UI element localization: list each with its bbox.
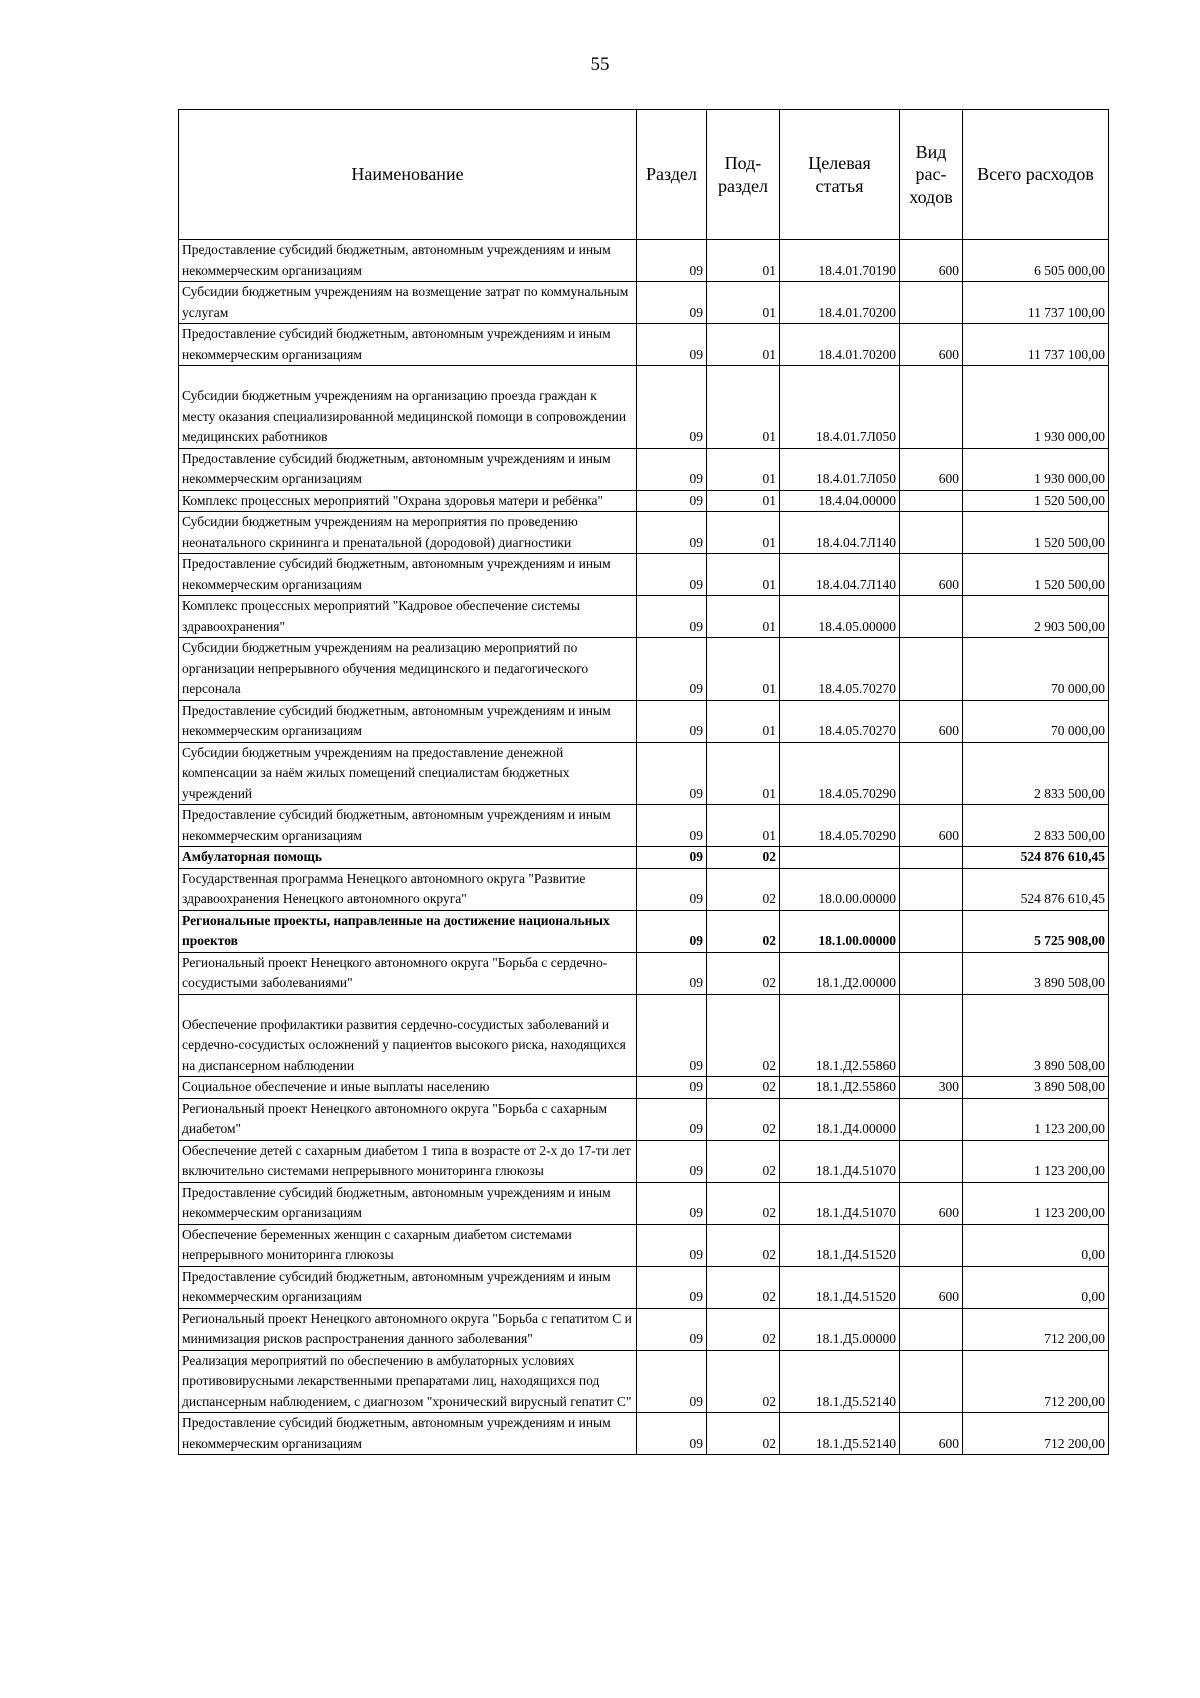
row-name: Предоставление субсидий бюджетным, автономным учреждениям и иным некоммерческим организациям [179,805,637,847]
row-type [900,910,963,952]
row-section: 09 [637,282,707,324]
table-row [179,512,1109,554]
row-type [900,1140,963,1182]
row-target: 18.1.Д2.55860 [780,1077,900,1099]
row-target: 18.1.Д4.51520 [780,1266,900,1308]
table-row [179,596,1109,638]
row-type [900,366,963,449]
row-subsection: 02 [707,1224,780,1266]
row-total: 1 520 500,00 [963,554,1109,596]
row-subsection: 02 [707,994,780,1077]
row-name: Предоставление субсидий бюджетным, автономным учреждениям и иным некоммерческим организациям [179,1182,637,1224]
row-target: 18.1.Д2.00000 [780,952,900,994]
row-total: 1 123 200,00 [963,1182,1109,1224]
row-section: 09 [637,1350,707,1413]
table-row [179,994,1109,1077]
row-subsection: 02 [707,1098,780,1140]
row-target: 18.1.Д5.00000 [780,1308,900,1350]
row-type: 600 [900,324,963,366]
row-subsection: 01 [707,596,780,638]
row-total: 524 876 610,45 [963,868,1109,910]
row-target: 18.1.Д5.52140 [780,1350,900,1413]
row-subsection: 01 [707,282,780,324]
row-section: 09 [637,1413,707,1455]
row-name: Предоставление субсидий бюджетным, автономным учреждениям и иным некоммерческим организациям [179,554,637,596]
row-type: 600 [900,240,963,282]
table-row [179,1224,1109,1266]
row-type [900,742,963,805]
row-name: Субсидии бюджетным учреждениям на возмещение затрат по коммунальным услугам [179,282,637,324]
row-total: 2 833 500,00 [963,742,1109,805]
table-row [179,1098,1109,1140]
row-subsection: 02 [707,1266,780,1308]
row-name: Региональный проект Ненецкого автономного округа "Борьба с сахарным диабетом" [179,1098,637,1140]
table-row [179,240,1109,282]
row-subsection: 02 [707,1140,780,1182]
table-row-subsection-total [179,847,1109,869]
row-total: 712 200,00 [963,1308,1109,1350]
budget-expenditure-table [178,109,1109,1455]
row-total: 70 000,00 [963,700,1109,742]
row-section: 09 [637,700,707,742]
row-target: 18.0.00.00000 [780,868,900,910]
row-name: Региональный проект Ненецкого автономного округа "Борьба с гепатитом С и минимизация рисков распространения данного заболевания" [179,1308,637,1350]
row-subsection: 02 [707,847,780,869]
table-row [179,554,1109,596]
row-target: 18.1.Д4.51070 [780,1182,900,1224]
row-type [900,512,963,554]
row-type [900,868,963,910]
row-total: 0,00 [963,1224,1109,1266]
row-total: 5 725 908,00 [963,910,1109,952]
row-total: 712 200,00 [963,1413,1109,1455]
row-subsection: 01 [707,324,780,366]
row-name: Субсидии бюджетным учреждениям на предоставление денежной компенсации за наём жилых помещений специалистам бюджетных учреждений [179,742,637,805]
row-subsection: 01 [707,554,780,596]
row-section: 09 [637,554,707,596]
row-subsection: 01 [707,742,780,805]
row-subsection: 02 [707,952,780,994]
row-name: Субсидии бюджетным учреждениям на мероприятия по проведению неонатального скрининга и пренатальной (дородовой) диагностики [179,512,637,554]
row-subsection: 02 [707,1413,780,1455]
row-subsection: 01 [707,240,780,282]
row-target: 18.1.Д4.00000 [780,1098,900,1140]
row-name: Комплекс процессных мероприятий "Кадровое обеспечение системы здравоохранения" [179,596,637,638]
row-target: 18.1.00.00000 [780,910,900,952]
row-total: 712 200,00 [963,1350,1109,1413]
row-total: 11 737 100,00 [963,324,1109,366]
row-subsection: 02 [707,1308,780,1350]
row-name: Субсидии бюджетным учреждениям на организацию проезда граждан к месту оказания специализированной медицинской помощи в сопровождении медицинских работников [179,366,637,449]
row-name: Амбулаторная помощь [179,847,637,869]
row-type: 300 [900,1077,963,1099]
row-total: 11 737 100,00 [963,282,1109,324]
row-section: 09 [637,910,707,952]
row-name: Обеспечение беременных женщин с сахарным диабетом системами непрерывного мониторинга глюкозы [179,1224,637,1266]
table-row [179,448,1109,490]
row-type: 600 [900,1266,963,1308]
row-section: 09 [637,1224,707,1266]
row-section: 09 [637,366,707,449]
row-subsection: 01 [707,448,780,490]
row-subsection: 01 [707,490,780,512]
row-name: Обеспечение детей с сахарным диабетом 1 типа в возрасте от 2-х до 17-ти лет включительно системами непрерывного мониторинга глюкозы [179,1140,637,1182]
row-section: 09 [637,596,707,638]
row-total: 1 930 000,00 [963,366,1109,449]
table-row [179,638,1109,701]
header-subsection: Под- раздел [707,110,780,240]
row-subsection: 02 [707,868,780,910]
header-name: Наименование [179,110,637,240]
row-total: 1 520 500,00 [963,512,1109,554]
header-total: Всего расходов [963,110,1109,240]
row-type: 600 [900,448,963,490]
table-row [179,1350,1109,1413]
row-total: 0,00 [963,1266,1109,1308]
row-target: 18.4.01.7Л050 [780,366,900,449]
table-header-row [179,110,1109,240]
table-row [179,1140,1109,1182]
table-row [179,952,1109,994]
row-total: 1 123 200,00 [963,1098,1109,1140]
row-name: Предоставление субсидий бюджетным, автономным учреждениям и иным некоммерческим организациям [179,240,637,282]
row-total: 3 890 508,00 [963,952,1109,994]
row-type [900,596,963,638]
table-row [179,742,1109,805]
row-section: 09 [637,638,707,701]
table-row [179,490,1109,512]
row-name: Реализация мероприятий по обеспечению в амбулаторных условиях противовирусными лекарственными препаратами лиц, находящихся под диспансерным наблюдением, с диагнозом "хронический вирусный гепатит С" [179,1350,637,1413]
row-target: 18.4.05.70270 [780,638,900,701]
row-target: 18.4.05.70270 [780,700,900,742]
row-section: 09 [637,448,707,490]
row-section: 09 [637,805,707,847]
row-section: 09 [637,742,707,805]
row-subsection: 01 [707,805,780,847]
row-type [900,952,963,994]
row-total: 1 123 200,00 [963,1140,1109,1182]
row-type [900,638,963,701]
row-subsection: 01 [707,638,780,701]
row-total: 2 833 500,00 [963,805,1109,847]
row-section: 09 [637,324,707,366]
row-name: Предоставление субсидий бюджетным, автономным учреждениям и иным некоммерческим организациям [179,1413,637,1455]
table-row [179,868,1109,910]
row-target: 18.4.01.70200 [780,324,900,366]
row-type: 600 [900,700,963,742]
table-row [179,366,1109,449]
row-target: 18.1.Д2.55860 [780,994,900,1077]
row-total: 3 890 508,00 [963,1077,1109,1099]
row-section: 09 [637,240,707,282]
row-target: 18.4.05.70290 [780,805,900,847]
row-type [900,1224,963,1266]
row-target [780,847,900,869]
row-section: 09 [637,1182,707,1224]
table-row [179,324,1109,366]
row-type [900,282,963,324]
row-target: 18.4.01.7Л050 [780,448,900,490]
row-target: 18.4.05.70290 [780,742,900,805]
row-name: Обеспечение профилактики развития сердечно-сосудистых заболеваний и сердечно-сосудистых осложнений у пациентов высокого риска, находящихся на диспансерном наблюдении [179,994,637,1077]
row-total: 70 000,00 [963,638,1109,701]
table-row [179,1308,1109,1350]
header-expense-type: Вид рас- ходов [900,110,963,240]
row-subsection: 01 [707,700,780,742]
row-section: 09 [637,1077,707,1099]
row-name: Предоставление субсидий бюджетным, автономным учреждениям и иным некоммерческим организациям [179,324,637,366]
row-section: 09 [637,1098,707,1140]
page-number: 55 [590,54,610,75]
row-name: Субсидии бюджетным учреждениям на реализацию мероприятий по организации непрерывного обучения медицинского и педагогического персонала [179,638,637,701]
row-section: 09 [637,1266,707,1308]
table-row [179,1182,1109,1224]
table-row [179,1266,1109,1308]
row-section: 09 [637,490,707,512]
row-target: 18.1.Д4.51070 [780,1140,900,1182]
row-section: 09 [637,847,707,869]
row-name: Предоставление субсидий бюджетным, автономным учреждениям и иным некоммерческим организациям [179,1266,637,1308]
row-name: Социальное обеспечение и иные выплаты населению [179,1077,637,1099]
row-target: 18.4.01.70200 [780,282,900,324]
row-section: 09 [637,1308,707,1350]
row-type [900,490,963,512]
row-name: Предоставление субсидий бюджетным, автономным учреждениям и иным некоммерческим организациям [179,448,637,490]
row-type: 600 [900,1182,963,1224]
header-target-article: Целевая статья [780,110,900,240]
table-row [179,1413,1109,1455]
row-total: 2 903 500,00 [963,596,1109,638]
table-row [179,1077,1109,1099]
row-section: 09 [637,994,707,1077]
row-subsection: 02 [707,1350,780,1413]
row-total: 3 890 508,00 [963,994,1109,1077]
row-section: 09 [637,952,707,994]
row-subsection: 02 [707,1182,780,1224]
row-type [900,847,963,869]
row-target: 18.1.Д4.51520 [780,1224,900,1266]
row-name: Предоставление субсидий бюджетным, автономным учреждениям и иным некоммерческим организациям [179,700,637,742]
row-name: Региональный проект Ненецкого автономного округа "Борьба с сердечно-сосудистыми заболеваниями" [179,952,637,994]
row-type [900,1308,963,1350]
row-target: 18.4.04.7Л140 [780,512,900,554]
row-total: 524 876 610,45 [963,847,1109,869]
header-section: Раздел [637,110,707,240]
row-target: 18.4.04.7Л140 [780,554,900,596]
table-row-group-total [179,910,1109,952]
row-target: 18.4.04.00000 [780,490,900,512]
row-subsection: 02 [707,1077,780,1099]
row-target: 18.4.01.70190 [780,240,900,282]
row-name: Комплекс процессных мероприятий "Охрана здоровья матери и ребёнка" [179,490,637,512]
row-total: 1 520 500,00 [963,490,1109,512]
row-total: 6 505 000,00 [963,240,1109,282]
row-section: 09 [637,868,707,910]
row-subsection: 01 [707,366,780,449]
row-target: 18.4.05.00000 [780,596,900,638]
row-total: 1 930 000,00 [963,448,1109,490]
row-section: 09 [637,1140,707,1182]
table-row [179,805,1109,847]
row-type [900,994,963,1077]
row-section: 09 [637,512,707,554]
table-row [179,700,1109,742]
row-type: 600 [900,1413,963,1455]
row-subsection: 01 [707,512,780,554]
row-target: 18.1.Д5.52140 [780,1413,900,1455]
table-row [179,282,1109,324]
row-name: Государственная программа Ненецкого автономного округа "Развитие здравоохранения Ненецкого автономного округа" [179,868,637,910]
row-type [900,1350,963,1413]
row-subsection: 02 [707,910,780,952]
row-type: 600 [900,805,963,847]
row-type [900,1098,963,1140]
row-name: Региональные проекты, направленные на достижение национальных проектов [179,910,637,952]
row-type: 600 [900,554,963,596]
